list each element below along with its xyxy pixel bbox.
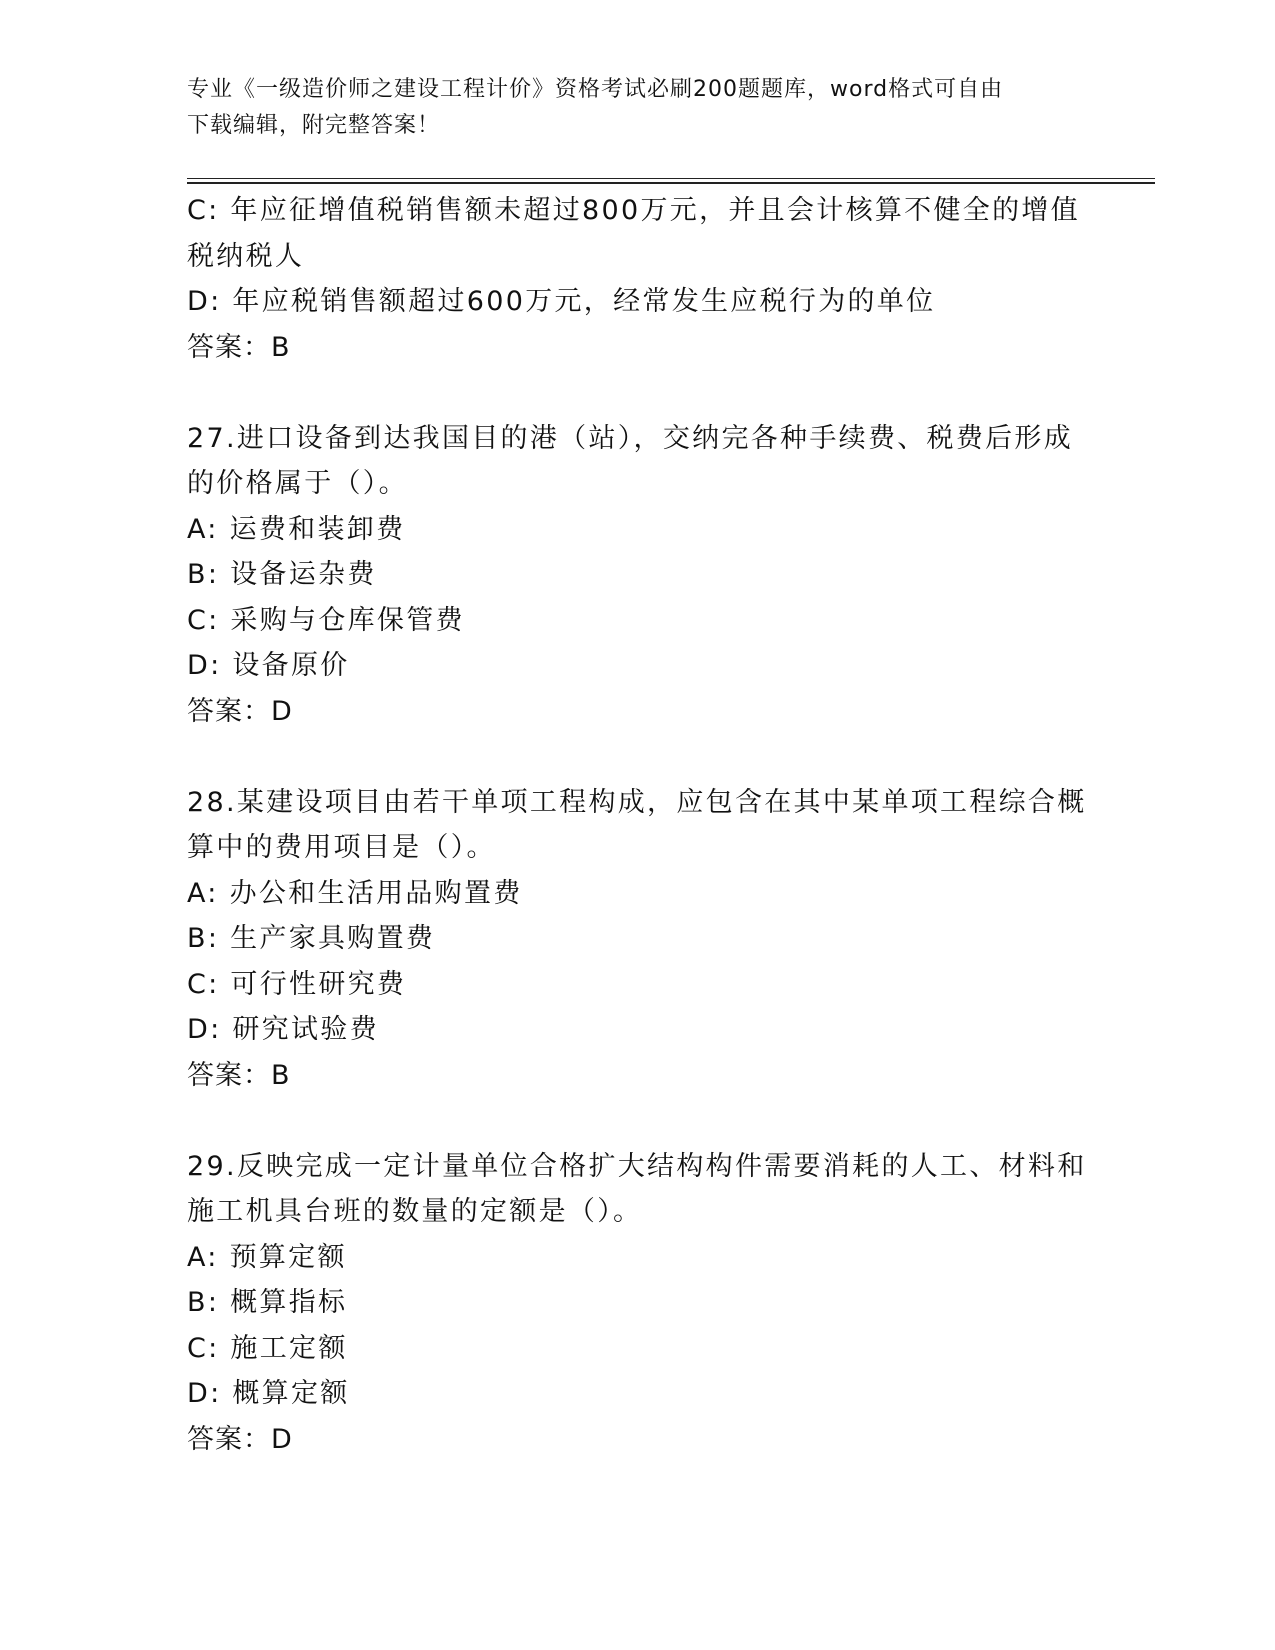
- option-a: A: 办公和生活用品购置费: [187, 877, 523, 909]
- option-c-line-1: C: 年应征增值税销售额未超过800万元，并且会计核算不健全的增值: [187, 195, 1080, 226]
- spacer: [187, 370, 1077, 416]
- option-d: D: 设备原价: [187, 650, 350, 681]
- spacer: [187, 1098, 1077, 1144]
- spacer: [187, 734, 1077, 780]
- option-b: B: 概算指标: [187, 1287, 348, 1318]
- option-c-line-2: 税纳税人: [187, 240, 305, 272]
- answer: 答案：B: [187, 1059, 291, 1091]
- question-stem-line-2: 算中的费用项目是（）。: [187, 832, 496, 863]
- option-d: D: 概算定额: [187, 1378, 350, 1409]
- question-28: [187, 780, 1087, 1099]
- question-stem-line-2: 施工机具台班的数量的定额是（）。: [187, 1196, 643, 1227]
- question-27: [187, 416, 1077, 735]
- option-a: A: 运费和装卸费: [187, 513, 406, 545]
- option-c: C: 施工定额: [187, 1332, 348, 1364]
- option-b: B: 设备运杂费: [187, 559, 377, 590]
- question-29: [187, 1144, 1087, 1463]
- option-d: D: 年应税销售额超过600万元，经常发生应税行为的单位: [187, 286, 936, 317]
- answer: 答案：D: [187, 1423, 293, 1455]
- option-c: C: 采购与仓库保管费: [187, 604, 465, 636]
- option-b: B: 生产家具购置费: [187, 923, 436, 954]
- header-line-1: 专业《一级造价师之建设工程计价》资格考试必刷200题题库，word格式可自由: [187, 77, 1004, 102]
- answer: 答案：B: [187, 331, 291, 363]
- document-body: [187, 188, 1087, 1462]
- question-stem-line-1: 28.某建设项目由若干单项工程构成，应包含在其中某单项工程综合概: [187, 786, 1087, 818]
- question-stem-line-2: 的价格属于（）。: [187, 468, 408, 499]
- page-header: [187, 72, 1067, 144]
- question-stem-line-1: 29.反映完成一定计量单位合格扩大结构构件需要消耗的人工、材料和: [187, 1150, 1087, 1182]
- option-a: A: 预算定额: [187, 1241, 347, 1273]
- header-divider: [187, 178, 1155, 184]
- continued-question: [187, 188, 1080, 370]
- option-d: D: 研究试验费: [187, 1014, 379, 1045]
- answer: 答案：D: [187, 695, 293, 727]
- question-stem-line-1: 27.进口设备到达我国目的港（站），交纳完各种手续费、税费后形成: [187, 422, 1074, 454]
- header-line-2: 下载编辑，附完整答案！: [187, 113, 441, 138]
- option-c: C: 可行性研究费: [187, 968, 407, 1000]
